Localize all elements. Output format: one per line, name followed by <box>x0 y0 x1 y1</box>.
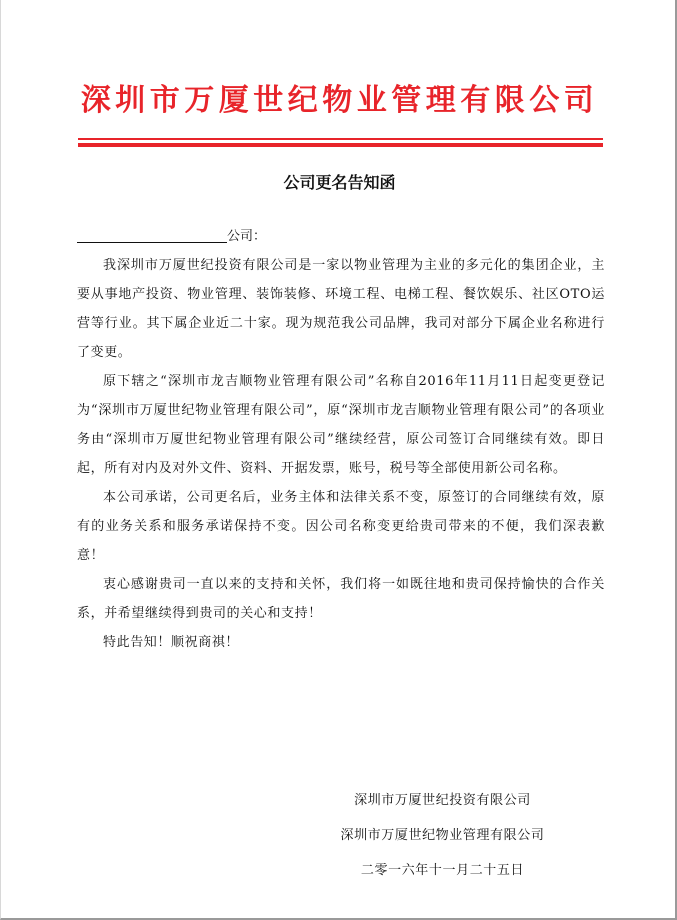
signature-date: 二零一六年十一月二十五日 <box>360 863 525 878</box>
signature-company-property: 深圳市万厦世纪物业管理有限公司 <box>340 828 545 843</box>
paragraph-thanks: 衷心感谢贵司一直以来的支持和关怀，我们将一如既往地和贵司保持愉快的合作关系，并希望继续得到贵司的关心和支持！ <box>77 577 605 621</box>
letterhead-rule-thin <box>78 138 603 140</box>
document-title: 公司更名告知函 <box>283 173 396 192</box>
salutation <box>77 222 605 251</box>
letterhead-rule-thick <box>78 143 603 147</box>
paragraph-intro: 我深圳市万厦世纪投资有限公司是一家以物业管理为主业的多元化的集团企业，主要从事地产投资、物业管理、装饰装修、环境工程、电梯工程、餐饮娱乐、社区OTO运营等行业。其下属企业近二十家。现为规范我公司品牌，我司对部分下属企业名称进行了变更。 <box>77 258 605 360</box>
paragraph-commitment: 本公司承诺，公司更名后，业务主体和法律关系不变，原签订的合同继续有效，原有的业务关系和服务承诺保持不变。因公司名称变更给贵司带来的不便，我们深表歉意！ <box>77 490 605 563</box>
recipient-blank-line <box>77 226 227 243</box>
letterhead-company-name: 深圳市万厦世纪物业管理有限公司 <box>80 83 599 118</box>
salutation-suffix: 公司： <box>227 229 267 244</box>
signature-company-investment: 深圳市万厦世纪投资有限公司 <box>354 793 531 808</box>
letter-body <box>77 222 605 657</box>
paragraph-name-change: 原下辖之“深圳市龙吉顺物业管理有限公司”名称自2016年11月11日起变更登记为“深圳市万厦世纪物业管理有限公司”，原“深圳市龙吉顺物业管理有限公司”的各项业务由“深圳市万厦世纪物业管理有限公司”继续经营，原公司签订合同继续有效。即日起，所有对内及对外文件、资料、开据发票，账号，税号等全部使用新公司名称。 <box>77 374 605 476</box>
paragraph-closing: 特此告知！顺祝商祺！ <box>103 635 240 650</box>
